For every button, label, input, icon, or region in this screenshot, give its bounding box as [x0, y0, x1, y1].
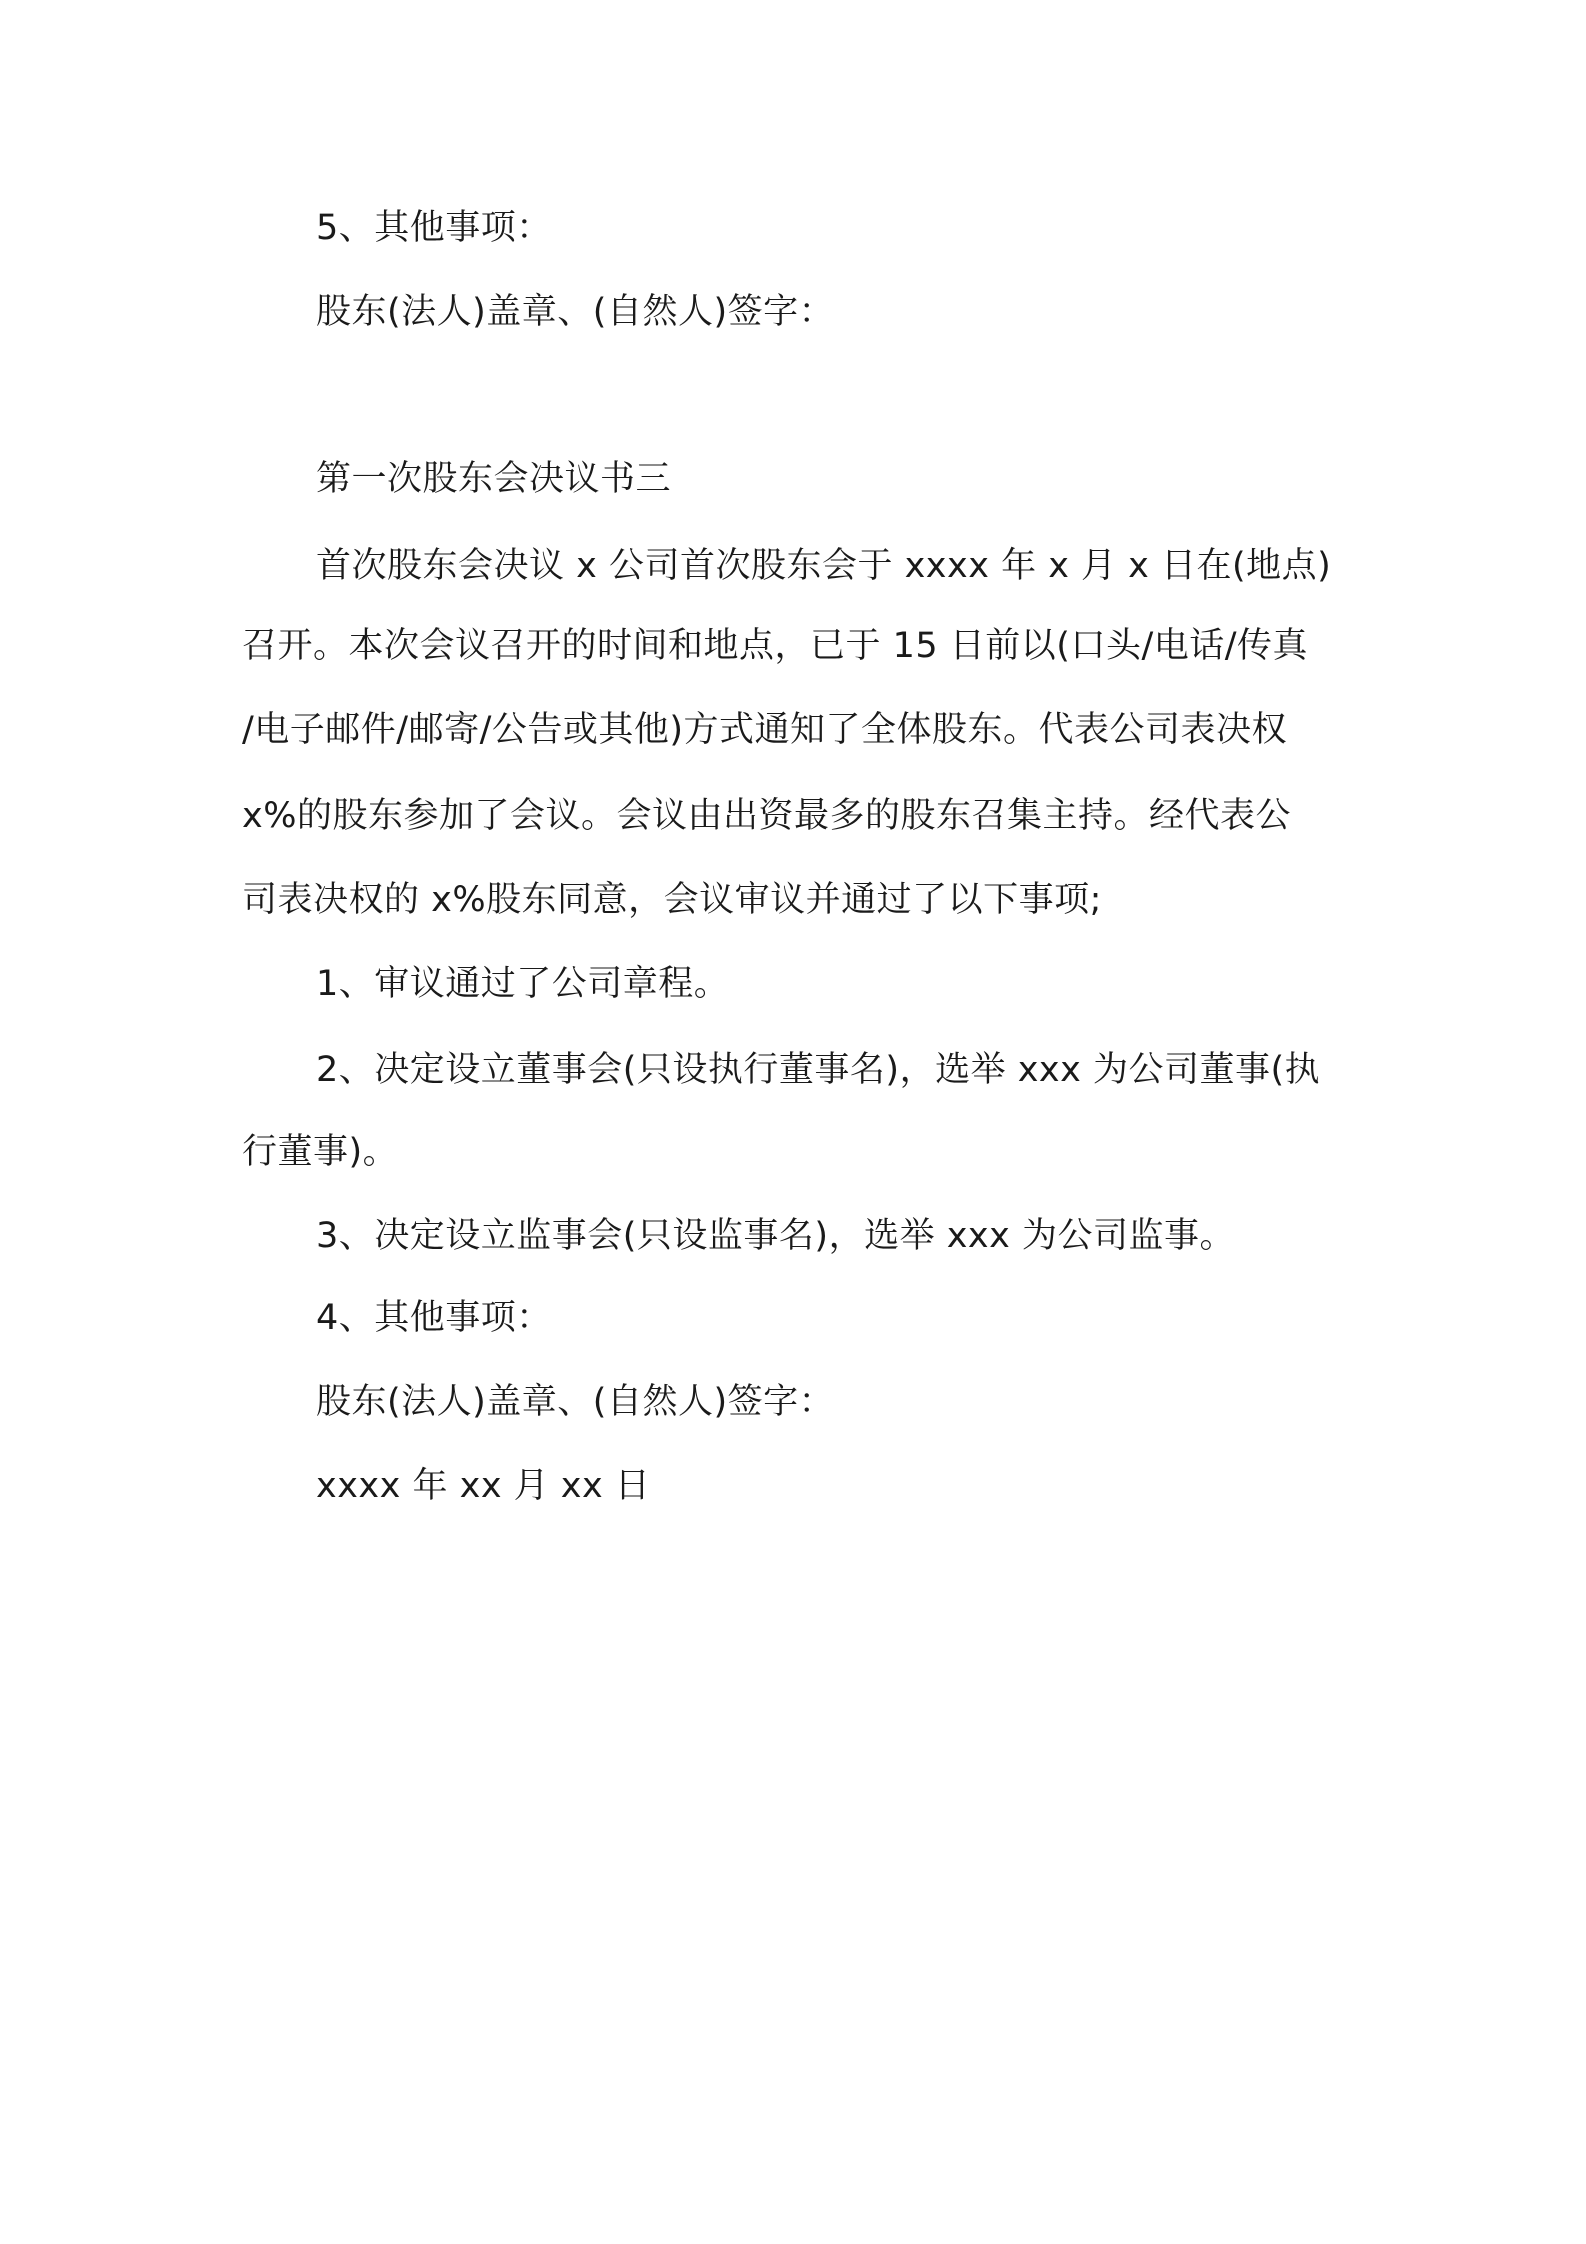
- body-line-2: 召开。本次会议召开的时间和地点，已于 15 日前以(口头/电话/传真: [242, 626, 1309, 666]
- signature-line: 股东(法人)盖章、(自然人)签字：: [316, 1382, 835, 1422]
- section-title: 第一次股东会决议书三: [316, 459, 672, 499]
- prev-item-5: 5、其他事项：: [316, 208, 552, 248]
- item-2-line-2: 行董事)。: [242, 1132, 399, 1172]
- item-4: 4、其他事项：: [316, 1298, 552, 1338]
- body-line-4: x%的股东参加了会议。会议由出资最多的股东召集主持。经代表公: [242, 796, 1291, 836]
- body-line-3: /电子邮件/邮寄/公告或其他)方式通知了全体股东。代表公司表决权: [242, 710, 1288, 750]
- body-line-1: 首次股东会决议 x 公司首次股东会于 xxxx 年 x 月 x 日在(地点): [316, 546, 1332, 586]
- item-3: 3、决定设立监事会(只设监事名)，选举 xxx 为公司监事。: [316, 1216, 1235, 1256]
- prev-signature-line: 股东(法人)盖章、(自然人)签字：: [316, 292, 835, 332]
- item-2-line-1: 2、决定设立董事会(只设执行董事名)，选举 xxx 为公司董事(执: [316, 1050, 1321, 1090]
- date-line: xxxx 年 xx 月 xx 日: [316, 1466, 651, 1506]
- body-line-5: 司表决权的 x%股东同意，会议审议并通过了以下事项;: [242, 880, 1102, 920]
- item-1: 1、审议通过了公司章程。: [316, 964, 730, 1004]
